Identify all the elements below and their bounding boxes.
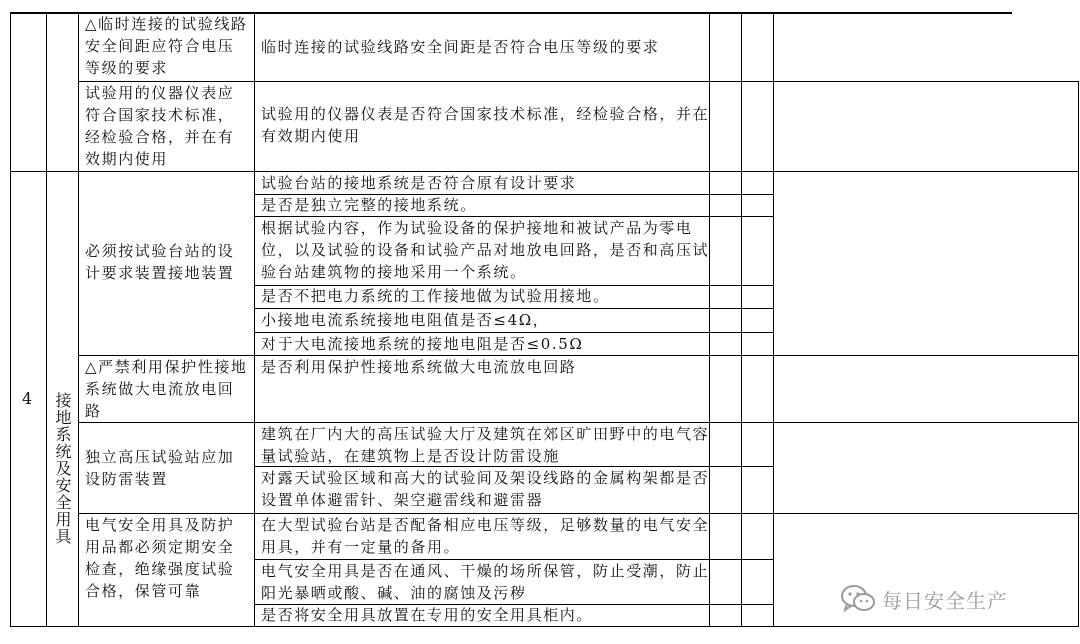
check-item: 电气安全用具是否在通风、干燥的场所保管，防止受潮，防止阳光暴晒或酸、碱、油的腐蚀及污秽 [261,562,710,602]
check-item: 是否将安全用具放置在专用的安全用具柜内。 [261,606,594,624]
wechat-icon [840,584,876,614]
requirement-cell: 必须按试验台站的设计要求装置接地装置 [85,242,235,282]
col-border [741,12,742,627]
check-item: 是否利用保护性接地系统做大电流放电回路 [261,358,577,376]
section-number: 4 [22,389,34,408]
check-item: 根据试验内容，作为试验设备的保护接地和被试产品为零电位，以及试验的设备和试验产品对地放电回路，是否和高压试验台站建筑物的接地采用一个系统。 [261,219,710,281]
check-item: 试验用的仪器仪表是否符合国家技术标准，经检验合格，并在有效期内使用 [261,105,710,145]
col-border [1078,81,1079,627]
section-category: 接地系统及安全用具 [53,392,72,545]
col-border [78,12,79,627]
check-item: 对露天试验区域和高大的试验间及架设线路的金属构架都是否设置单体避雷针、架空避雷线和避雷器 [261,469,710,509]
check-item: 建筑在厂内大的高压试验大厅及建筑在郊区旷田野中的电气容量试验站，在建筑物上是否设计防雷设施 [261,425,710,465]
watermark [840,584,1008,614]
requirement-cell: 独立高压试验站应加设防雷装置 [85,448,235,488]
col-border [254,12,255,627]
requirement-cell: △临时连接的试验线路安全间距应符合电压等级的要求 [85,15,248,77]
watermark-text: 每日安全生产 [882,588,1008,613]
col-border [10,12,11,627]
col-border [46,12,47,627]
col-border [773,12,774,627]
check-item: 临时连接的试验线路安全间距是否符合电压等级的要求 [261,38,660,56]
requirement-cell: 试验用的仪器仪表应符合国家技术标准，经检验合格，并在有效期内使用 [85,84,235,168]
check-item: 在大型试验台站是否配备相应电压等级，足够数量的电气安全用具，并有一定量的备用。 [261,516,710,556]
requirement-cell: △严禁利用保护性接地系统做大电流放电回路 [85,358,248,420]
requirement-cell: 电气安全用具及防护用品都必须定期安全检查，绝缘强度试验合格，保管可靠 [85,516,235,600]
check-item: 是否是独立完整的接地系统。 [261,196,477,214]
table-bottom-border [10,626,1079,627]
check-item: 小接地电流系统接地电阻值是否≤4Ω， [261,311,550,329]
check-item: 对于大电流接地系统的接地电阻是否≤0.5Ω [261,335,584,353]
check-item: 试验台站的接地系统是否符合原有设计要求 [261,174,577,192]
check-item: 是否不把电力系统的工作接地做为试验用接地。 [261,287,610,305]
